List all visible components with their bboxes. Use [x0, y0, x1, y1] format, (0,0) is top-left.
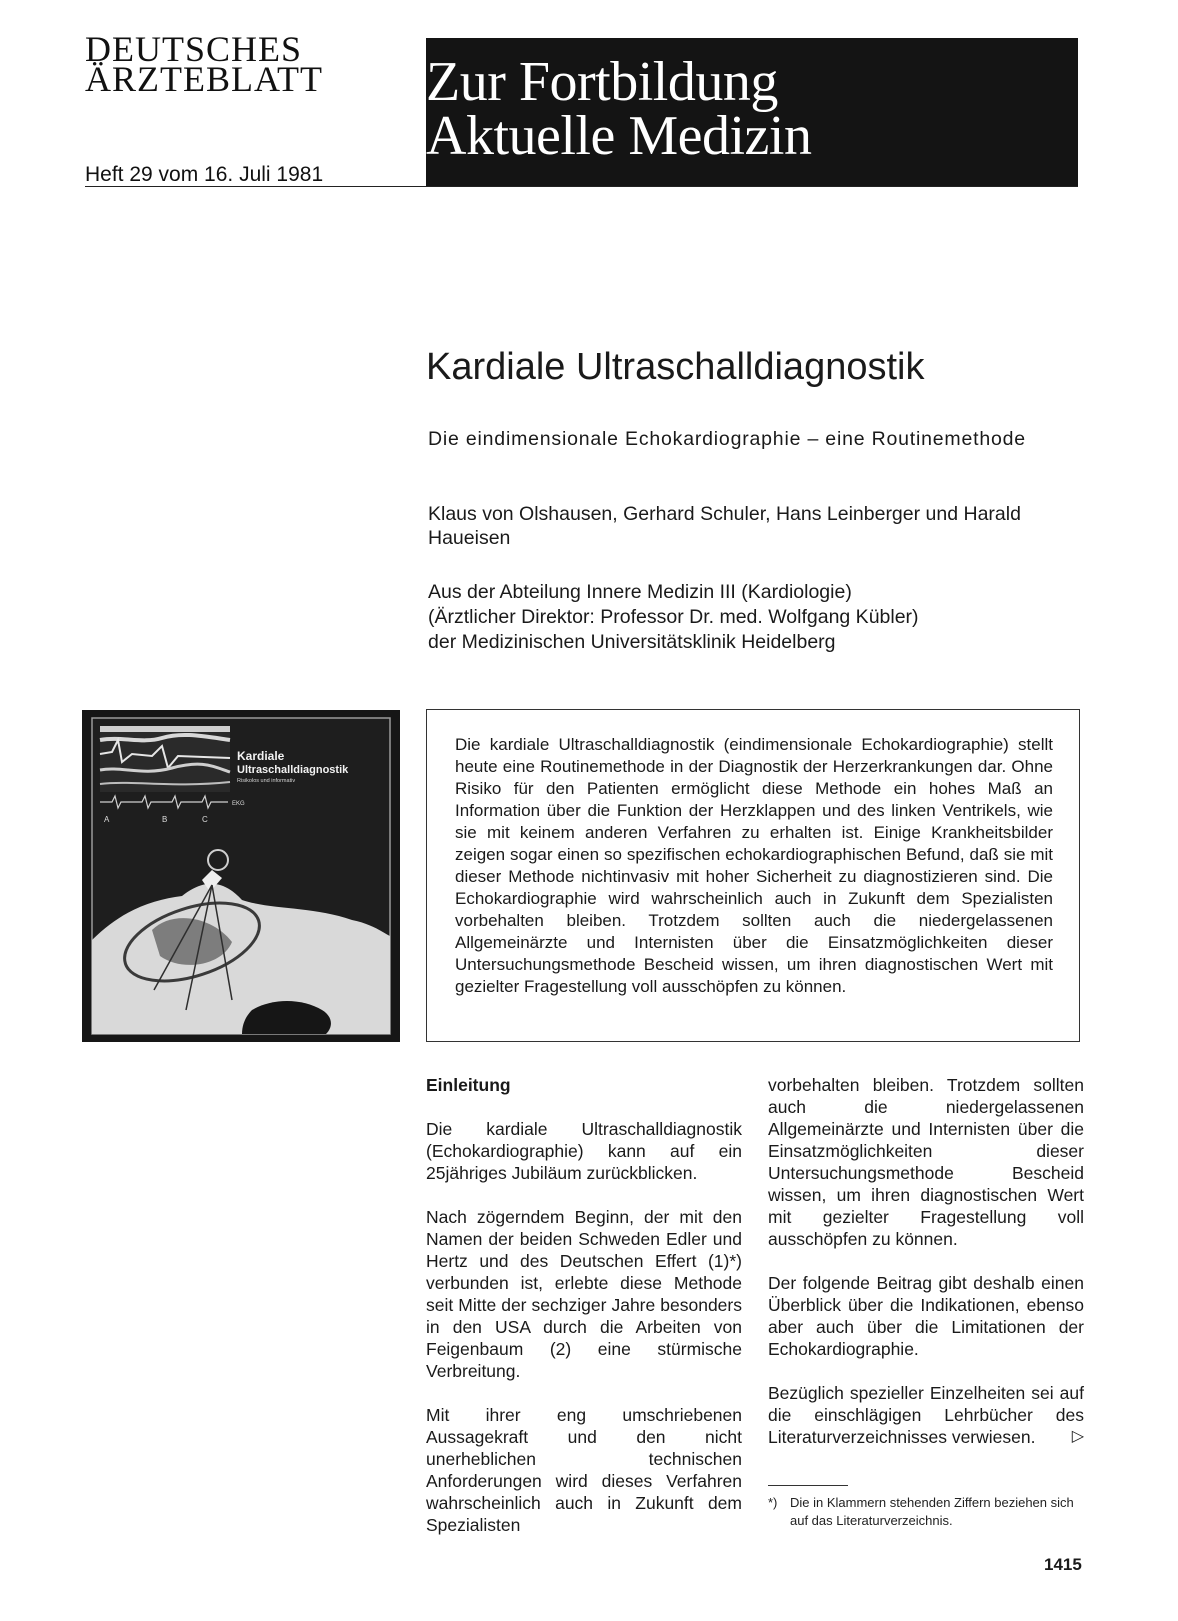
paragraph-text: Bezüglich spezieller Einzelheiten sei auf die einschlägigen Lehrbücher des Literaturverzeichnisses verwiesen.	[768, 1383, 1084, 1447]
paragraph: Mit ihrer eng umschriebenen Aussagekraft und den nicht unerheblichen technischen Anforderungen wird dieses Verfahren wahrscheinlich auch in Zukunft dem Spezialisten	[426, 1405, 742, 1535]
section-banner	[426, 38, 1078, 186]
section-banner-line1: Zur Fortbildung	[426, 51, 778, 113]
echocardiogram-illustration	[82, 710, 400, 1042]
body-column-right	[768, 1074, 1084, 1470]
section-heading: Einleitung	[426, 1075, 511, 1095]
article-subtitle: Die eindimensionale Echokardiographie – eine Routinemethode	[428, 428, 1026, 450]
page-number: 1415	[1044, 1555, 1082, 1574]
figure-tagline: Risikolos und informativ	[237, 778, 296, 784]
figure-title-line2: Ultraschalldiagnostik	[237, 764, 349, 776]
article-affiliation	[428, 580, 1068, 655]
journal-logo	[85, 29, 415, 99]
issue-date: Heft 29 vom 16. Juli 1981	[85, 163, 324, 186]
paragraph: Die kardiale Ultraschalldiagnostik (Echokardiographie) kann auf ein 25jähriges Jubiläum zurückblicken.	[426, 1119, 742, 1183]
section-banner-line2: Aktuelle Medizin	[426, 105, 812, 167]
affiliation-line: Aus der Abteilung Innere Medizin III (Kardiologie)	[428, 581, 852, 603]
journal-name-line1: DEUTSCHES	[85, 29, 303, 69]
figure-label-b: B	[162, 815, 168, 824]
book-cover-figure	[82, 710, 400, 1042]
paragraph: vorbehalten bleiben. Trotzdem sollten auch die niedergelassenen Allgemeinärzte und Internisten über die Einsatzmöglichkeiten dieser Untersuchungsmethode Bescheid wissen, um ihren diagnostischen Wert mit gezielter Fragestellung voll ausschöpfen zu können.	[768, 1075, 1084, 1249]
footnote-text: Die in Klammern stehenden Ziffern beziehen sich auf das Literaturverzeichnis.	[790, 1495, 1074, 1528]
paragraph: Nach zögerndem Beginn, der mit den Namen der beiden Schweden Edler und Hertz und des Deutschen Effert (1)*) verbunden ist, erlebte diese Methode seit Mitte der sechziger Jahre besonders in den USA durch die Arbeiten von Feigenbaum (2) eine stürmische Verbreitung.	[426, 1207, 742, 1381]
body-column-left	[426, 1074, 742, 1558]
affiliation-line: der Medizinischen Universitätsklinik Heidelberg	[428, 631, 836, 653]
paragraph	[768, 1382, 1084, 1448]
abstract-box	[426, 709, 1080, 1042]
figure-title-line1: Kardiale	[237, 749, 285, 763]
footnote-rule	[768, 1485, 848, 1486]
figure-label-ekg: EKG	[232, 801, 245, 807]
article-title: Kardiale Ultraschalldiagnostik	[426, 346, 925, 388]
article-authors: Klaus von Olshausen, Gerhard Schuler, Hans Leinberger und Harald Haueisen	[428, 503, 1021, 549]
figure-label-a: A	[104, 815, 110, 824]
header-rule	[85, 186, 1078, 187]
journal-name-line2: ÄRZTEBLATT	[85, 59, 323, 99]
paragraph: Der folgende Beitrag gibt deshalb einen Überblick über die Indikationen, ebenso aber auch über die Limitationen der Echokardiographie.	[768, 1273, 1084, 1359]
figure-label-c: C	[202, 815, 208, 824]
abstract-text: Die kardiale Ultraschalldiagnostik (eindimensionale Echokardiographie) stellt heute eine Routinemethode in der Diagnostik der Herzerkrankungen dar. Ohne Risiko für den Patienten ermöglicht diese Methode ein hohes Maß an Information über die Funktion der Herzklappen und des linken Ventrikels, wie sie mit keinem anderen Verfahren zu erhalten ist. Einige Krankheitsbilder zeigen sogar einen so spezifischen echokardiographischen Befund, daß sie mit dieser Methode nichtinvasiv mit hoher Sicherheit zu diagnostizieren sind. Die Echokardiographie wird wahrscheinlich auch in Zukunft dem Spezialisten vorbehalten bleiben. Trotzdem sollten auch die niedergelassenen Allgemeinärzte und Internisten über die Einsatzmöglichkeiten dieser Untersuchungsmethode Bescheid wissen, um ihren diagnostischen Wert mit gezielter Fragestellung voll ausschöpfen zu können.	[455, 735, 1053, 996]
continue-arrow-icon: ▷	[1071, 1428, 1084, 1445]
affiliation-line: (Ärztlicher Direktor: Professor Dr. med. Wolfgang Kübler)	[428, 606, 919, 628]
footnote-mark: *)	[768, 1495, 778, 1510]
